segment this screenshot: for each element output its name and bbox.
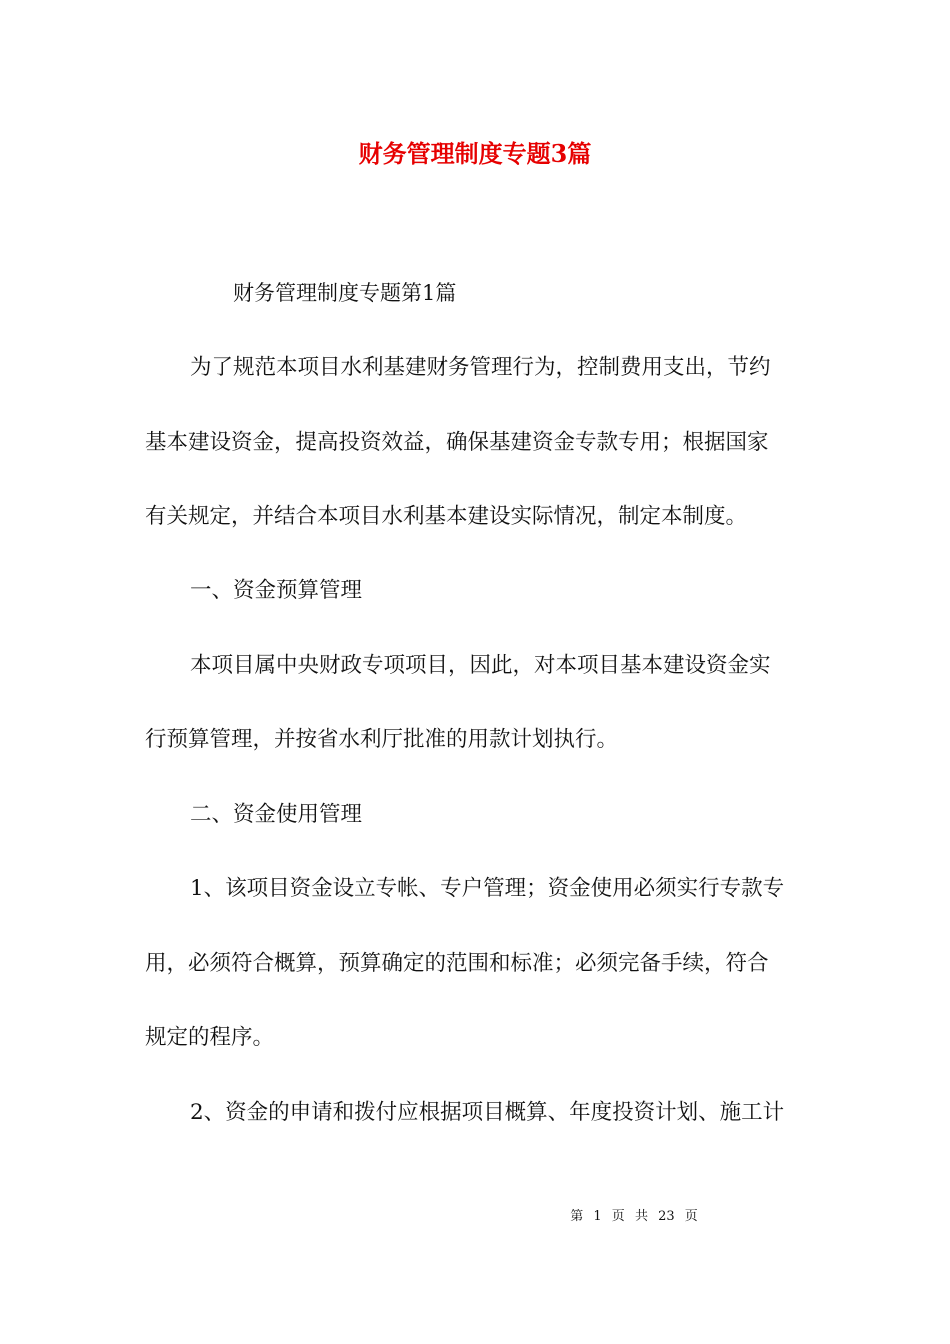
section-heading: 二、资金使用管理 [190, 802, 363, 827]
section-subtitle: 财务管理制度专题第1篇 [233, 281, 457, 305]
page-footer [0, 1208, 950, 1226]
paragraph-line: 规定的程序。 [145, 1025, 275, 1050]
footer-label: 页 [684, 1209, 698, 1224]
document-title: 财务管理制度专题3篇 [358, 139, 592, 168]
paragraph-line: 行预算管理，并按省水利厅批准的用款计划执行。 [145, 727, 619, 752]
footer-label: 共 [634, 1209, 648, 1224]
footer-label: 页 [611, 1209, 625, 1224]
footer-page-total: 23 [658, 1209, 675, 1224]
paragraph-line: 为了规范本项目水利基建财务管理行为，控制费用支出，节约 [190, 355, 771, 380]
footer-label: 第 [570, 1209, 584, 1224]
paragraph-line: 用，必须符合概算，预算确定的范围和标准；必须完备手续，符合 [145, 951, 769, 976]
footer-page-current: 1 [593, 1209, 602, 1224]
paragraph-line: 1、该项目资金设立专帐、专户管理；资金使用必须实行专款专 [190, 876, 785, 901]
section-heading: 一、资金预算管理 [190, 578, 363, 603]
paragraph-line: 有关规定，并结合本项目水利基本建设实际情况，制定本制度。 [145, 504, 748, 529]
paragraph-line: 2、资金的申请和拨付应根据项目概算、年度投资计划、施工计 [190, 1100, 785, 1125]
paragraph-line: 本项目属中央财政专项项目，因此，对本项目基本建设资金实 [190, 653, 771, 678]
paragraph-line: 基本建设资金，提高投资效益，确保基建资金专款专用；根据国家 [145, 430, 769, 455]
